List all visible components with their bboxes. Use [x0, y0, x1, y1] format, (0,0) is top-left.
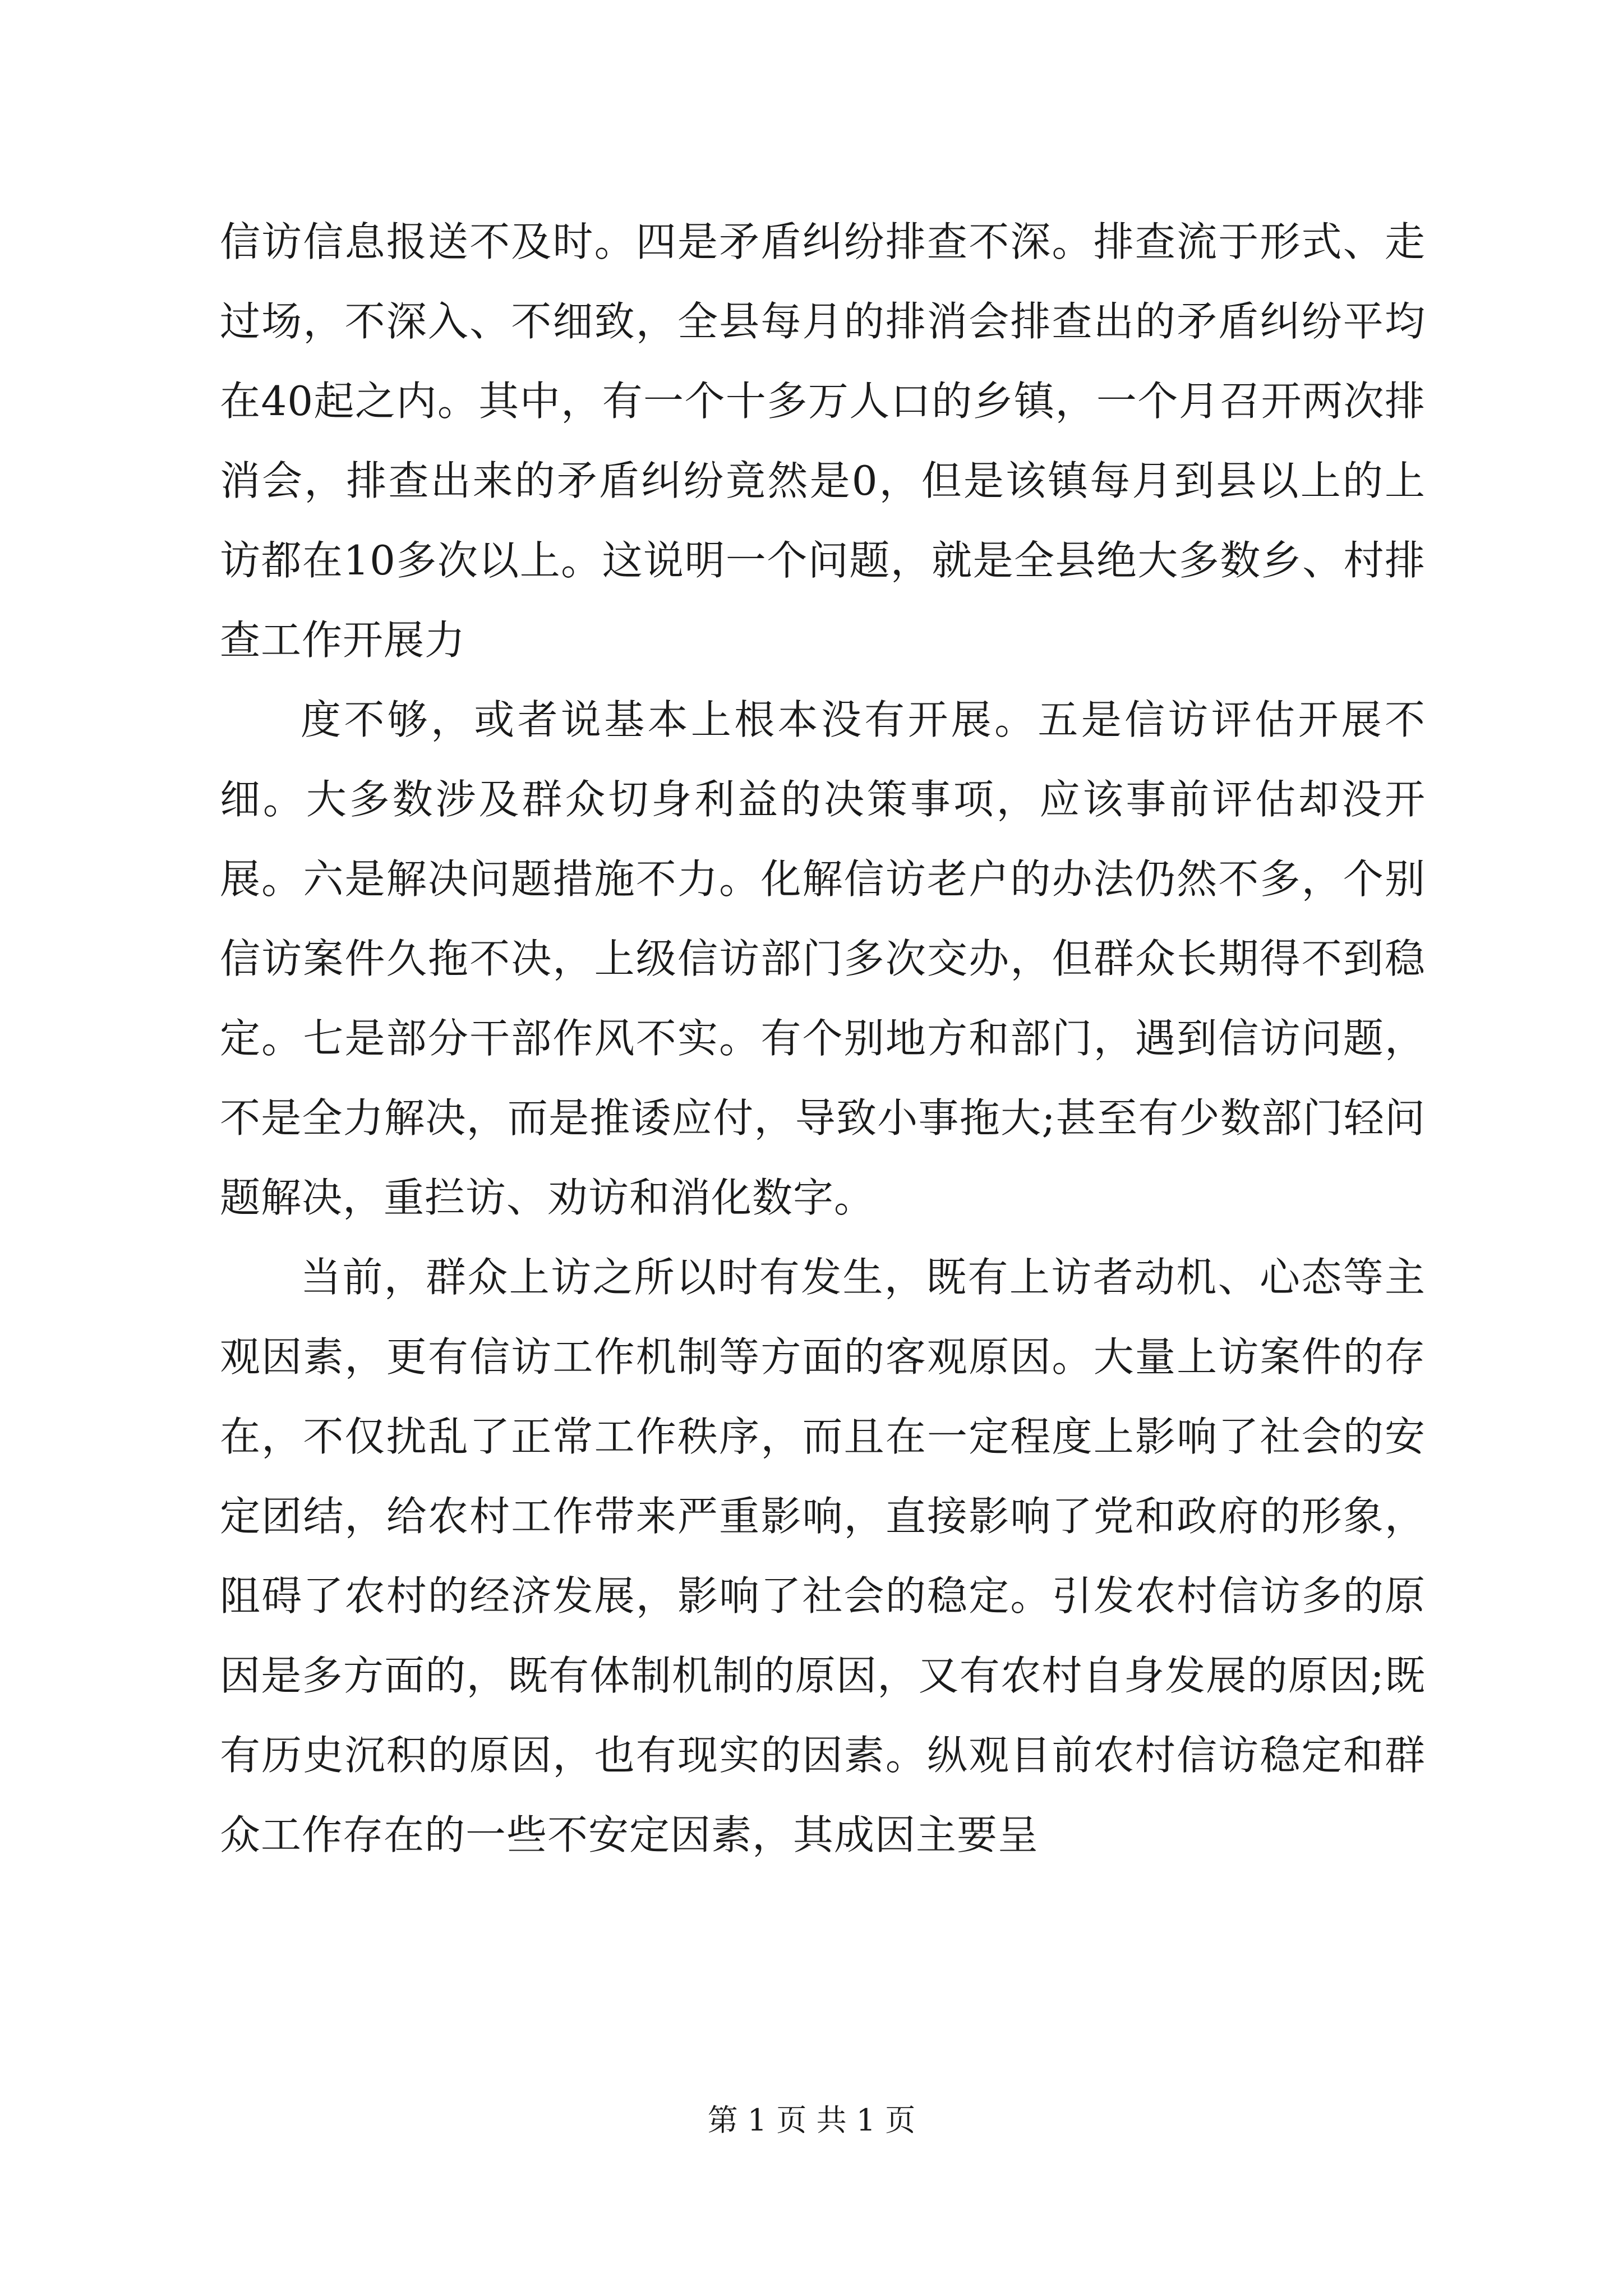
page-footer: 第 1 页 共 1 页: [707, 2102, 916, 2138]
paragraph-3: 当前，群众上访之所以时有发生，既有上访者动机、心态等主观因素，更有信访工作机制等方面的客观原因。大量上访案件的存在，不仅扰乱了正常工作秩序，而且在一定程度上影响了社会的安定团结，给农村工作带来严重影响，直接影响了党和政府的形象，阻碍了农村的经济发展，影响了社会的稳定。引发农村信访多的原因是多方面的，既有体制机制的原因，又有农村自身发展的原因;既有历史沉积的原因，也有现实的因素。纵观目前农村信访稳定和群众工作存在的一些不安定因素，其成因主要呈: [220, 1254, 1426, 1858]
paragraph-1: 信访信息报送不及时。四是矛盾纠纷排查不深。排查流于形式、走过场，不深入、不细致，全县每月的排消会排查出的矛盾纠纷平均在40起之内。其中，有一个十多万人口的乡镇，一个月召开两次排消会，排查出来的矛盾纠纷竟然是0，但是该镇每月到县以上的上访都在10多次以上。这说明一个问题，就是全县绝大多数乡、村排查工作开展力: [220, 218, 1426, 664]
document-body: [220, 202, 1426, 1875]
paragraph-2: 度不够，或者说基本上根本没有开展。五是信访评估开展不细。大多数涉及群众切身利益的决策事项，应该事前评估却没开展。六是解决问题措施不力。化解信访老户的办法仍然不多，个别信访案件久拖不决，上级信访部门多次交办，但群众长期得不到稳定。七是部分干部作风不实。有个别地方和部门，遇到信访问题，不是全力解决，而是推诿应付，导致小事拖大;甚至有少数部门轻问题解决，重拦访、劝访和消化数字。: [220, 696, 1426, 1221]
